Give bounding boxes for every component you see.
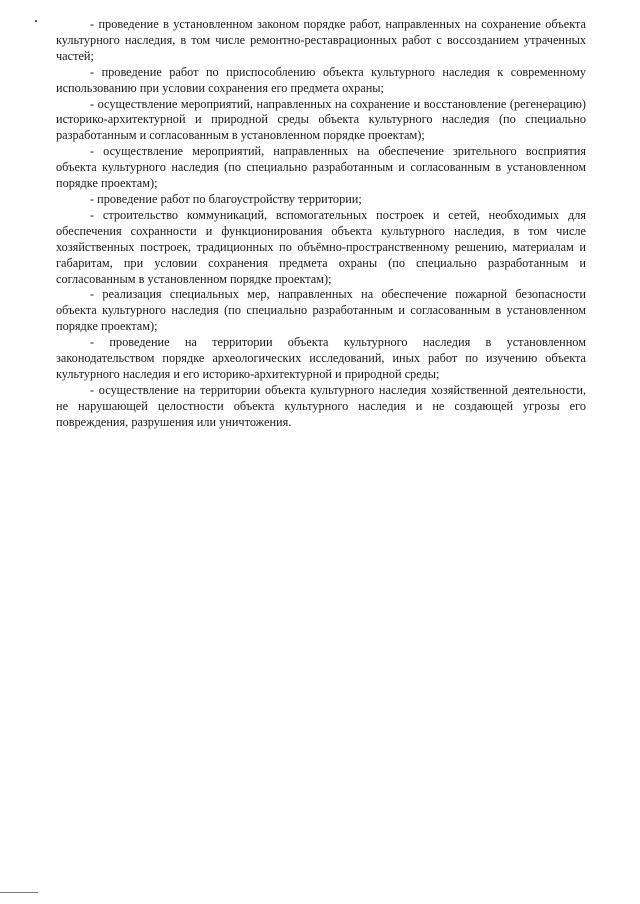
paragraph-utilities-construction: - строительство коммуникаций, вспомогательных построек и сетей, необходимых для обеспечения сохранности и функционирования объекта культурного наследия, в том числе хозяйственных построек, традиционных по объёмно-пространственному решению, материалам и габаритам, при условии сохранения предмета охраны (по специально разработанным и согласованным в установленном порядке проектам); [56,207,586,286]
document-body [56,17,586,431]
paragraph-environment-regeneration: - осуществление мероприятий, направленных на сохранение и восстановление (регенерацию) историко-архитектурной и природной среды объекта культурного наследия (по специально разработанным и согласованным в установленном порядке проектам); [56,96,586,143]
paragraph-restoration-works: - проведение в установленном законом порядке работ, направленных на сохранение объекта культурного наследия, в том числе ремонтно-реставрационных работ с воссозданием утраченных частей; [56,17,586,63]
scan-artifact-line [0,892,38,893]
scan-artifact-dot [35,20,37,22]
paragraph-adaptation-works: - проведение работ по приспособлению объекта культурного наследия к современному использованию при условии сохранения его предмета охраны; [56,64,586,95]
paragraph-archaeological-research: - проведение на территории объекта культурного наследия в установленном законодательством порядке археологических исследований, иных работ по изучению объекта культурного наследия и его историко-архитектурной и природной среды; [56,335,586,381]
paragraph-fire-safety: - реализация специальных мер, направленных на обеспечение пожарной безопасности объекта культурного наследия (по специально разработанным и согласованным в установленном порядке проектам); [56,287,586,334]
paragraph-visual-perception: - осуществление мероприятий, направленных на обеспечение зрительного восприятия объекта культурного наследия (по специально разработанным и согласованным в установленном порядке проектам); [56,144,586,191]
paragraph-landscaping: - проведение работ по благоустройству территории; [90,191,362,206]
paragraph-economic-activity: - осуществление на территории объекта культурного наследия хозяйственной деятельности, не нарушающей целостности объекта культурного наследия и не создающей угрозы его повреждения, разрушения или уничтожения. [56,382,586,429]
